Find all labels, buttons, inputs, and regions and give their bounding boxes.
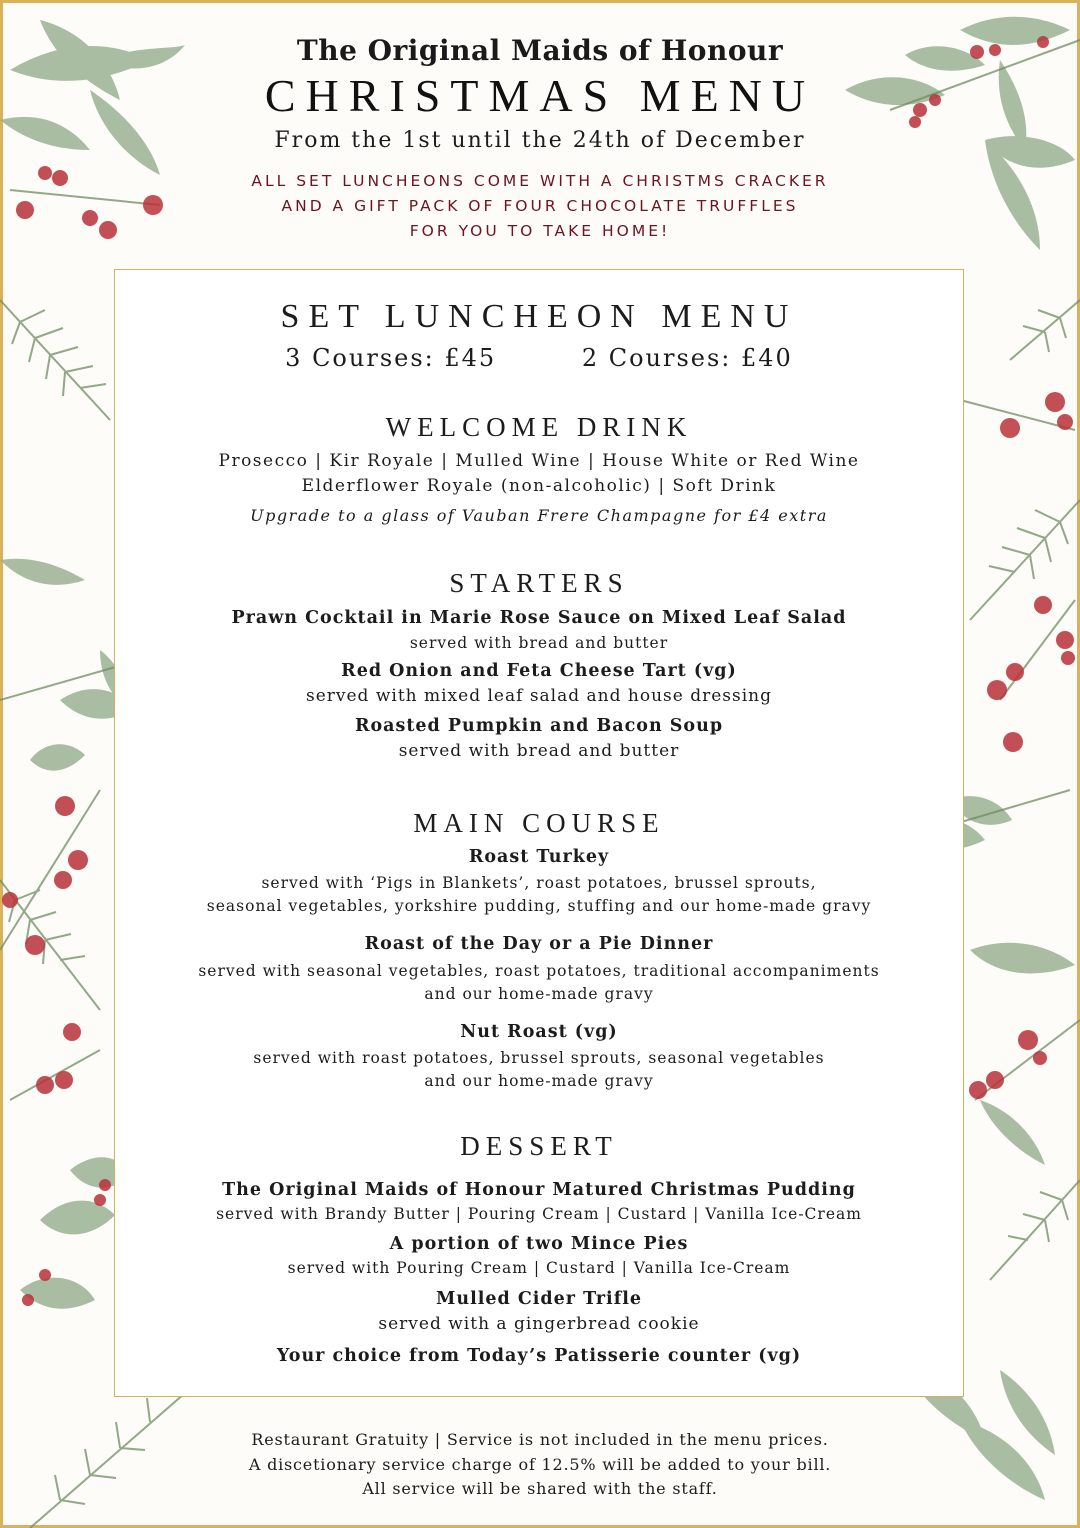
drinks-line: Elderflower Royale (non-alcoholic) | Soft Drink xyxy=(301,476,777,496)
brand-title: The Original Maids of Honour xyxy=(296,34,784,67)
footer-line: All service will be shared with the staff. xyxy=(362,1479,718,1498)
dish-description: served with Brandy Butter | Pouring Cream | Custard | Vanilla Ice-Cream xyxy=(216,1205,862,1223)
dish-description: served with seasonal vegetables, roast potatoes, traditional accompaniments xyxy=(198,962,880,980)
dish-name: Mulled Cider Trifle xyxy=(435,1289,643,1309)
dish-description: served with a gingerbread cookie xyxy=(378,1314,700,1334)
dish-description: served with Pouring Cream | Custard | Vanilla Ice-Cream xyxy=(287,1259,791,1277)
dish-name: A portion of two Mince Pies xyxy=(389,1234,689,1254)
dish-description: served with bread and butter xyxy=(409,634,669,652)
dish-name: Roasted Pumpkin and Bacon Soup xyxy=(354,716,724,736)
dish-name: Red Onion and Feta Cheese Tart (vg) xyxy=(341,661,737,681)
champagne-upgrade: Upgrade to a glass of Vauban Frere Champagne for £4 extra xyxy=(250,506,828,525)
dish-description: served with roast potatoes, brussel sprouts, seasonal vegetables xyxy=(253,1049,825,1067)
section-title-dessert: DESSERT xyxy=(460,1131,618,1161)
dish-name: Roast of the Day or a Pie Dinner xyxy=(364,934,714,954)
price-two-courses: 2 Courses: £40 xyxy=(581,344,793,372)
section-title-main-course: MAIN COURSE xyxy=(413,808,665,838)
menu-dates: From the 1st until the 24th of December xyxy=(274,128,806,153)
dish-description: served with ‘Pigs in Blankets’, roast potatoes, brussel sprouts, xyxy=(261,874,817,892)
dish-description: and our home-made gravy xyxy=(424,985,654,1003)
dish-description: served with bread and butter xyxy=(398,741,680,761)
footer-line: A discetionary service charge of 12.5% will be added to your bill. xyxy=(248,1454,832,1474)
promo-text xyxy=(0,169,1080,244)
drinks-line: Prosecco | Kir Royale | Mulled Wine | House White or Red Wine xyxy=(218,451,860,471)
menu-header xyxy=(0,34,1080,244)
dish-description: seasonal vegetables, yorkshire pudding, stuffing and our home-made gravy xyxy=(206,897,872,915)
set-luncheon-title: SET LUNCHEON MENU xyxy=(280,298,798,335)
footer-line: Restaurant Gratuity | Service is not included in the menu prices. xyxy=(251,1430,829,1449)
dish-name: Prawn Cocktail in Marie Rose Sauce on Mixed Leaf Salad xyxy=(231,608,847,628)
promo-line: FOR YOU TO TAKE HOME! xyxy=(409,222,671,240)
dish-name: Your choice from Today’s Patisserie counter (vg) xyxy=(276,1346,802,1366)
dish-name: Roast Turkey xyxy=(468,847,610,867)
promo-line: AND A GIFT PACK OF FOUR CHOCOLATE TRUFFLES xyxy=(281,197,799,215)
dish-description: and our home-made gravy xyxy=(424,1072,654,1090)
dish-name: The Original Maids of Honour Matured Christmas Pudding xyxy=(222,1180,856,1200)
gratuity-note xyxy=(0,1428,1080,1502)
course-prices xyxy=(114,344,964,372)
christmas-menu-title: CHRISTMAS MENU xyxy=(264,70,816,121)
price-three-courses: 3 Courses: £45 xyxy=(285,344,497,372)
dish-description: served with mixed leaf salad and house dressing xyxy=(305,686,773,706)
section-title-starters: STARTERS xyxy=(449,568,629,598)
promo-line: ALL SET LUNCHEONS COME WITH A CHRISTMS CRACKER xyxy=(251,172,829,190)
section-title-welcome-drink: WELCOME DRINK xyxy=(385,412,693,442)
dish-name: Nut Roast (vg) xyxy=(460,1022,618,1042)
